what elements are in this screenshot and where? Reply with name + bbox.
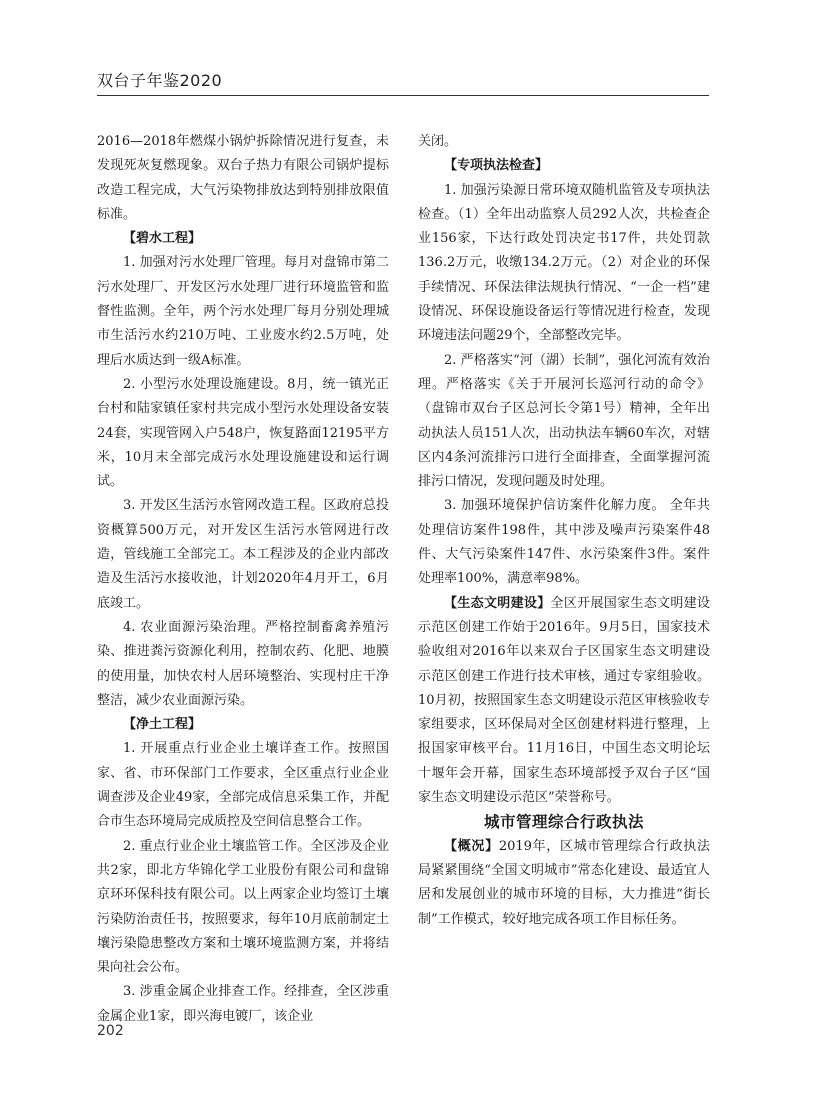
paragraph-enforcement-3: 3. 加强环境保护信访案件化解力度。 全年共处理信访案件198件，其中涉及噪声污染案件48件、大气污染案件147件、水污染案件3件。案件处理率100%，满意率98%。	[418, 498, 710, 587]
paragraph-soil-1: 1. 开展重点行业企业土壤详查工作。按照国家、省、市环保部门工作要求，全区重点行业企业调查涉及企业49家，全部完成信息采集工作，并配合市生态环境局完成质控及空间信息整合工作。	[97, 741, 389, 830]
page-number: 202	[97, 1023, 124, 1039]
paragraph-continued: 关闭。	[418, 134, 458, 149]
left-column	[97, 130, 389, 1029]
paragraph-overview	[418, 835, 710, 932]
paragraph-continued: 2016—2018年燃煤小锅炉拆除情况进行复查，未发现死灰复燃现象。双台子热力有限公司锅炉提标改造工程完成，大气污染物排放达到特别排放限值标准。	[97, 134, 389, 222]
subheading-eco-civilization: 【生态文明建设】	[444, 595, 551, 611]
overview-text: 2019年，区城市管理综合行政执法局紧紧围绕“全国文明城市”常态化建设、最适宜人居和发展创业的城市环境的目标，大力推进“街长制”工作模式，较好地完成各项工作目标任务。	[418, 838, 710, 927]
right-column	[418, 130, 710, 932]
section-title: 城市管理综合行政执法	[483, 813, 644, 832]
paragraph-soil-3: 3. 涉重金属企业排查工作。经排查，全区涉重金属企业1家，即兴海电镀厂，该企业	[97, 984, 389, 1024]
paragraph-water-3: 3. 开发区生活污水管网改造工程。区政府总投资概算500万元，对开发区生活污水管网进行改造，管线施工全部完工。本工程涉及的企业内部改造及生活污水接收池，计划2020年4月开工，6月底竣工。	[97, 498, 389, 611]
paragraph-enforcement-2: 2. 严格落实“河（湖）长制”，强化河流有效治理。严格落实《关于开展河长巡河行动的命令》（盘锦市双台子区总河长令第1号）精神，全年出动执法人员151人次，出动执法车辆60车次，对辖区内4条河流排污口进行全面排查，全面掌握河流排污口情况，发现问题及时处理。	[418, 352, 710, 490]
header-rule	[97, 95, 709, 96]
paragraph-enforcement-1: 1. 加强污染源日常环境双随机监管及专项执法检查。（1）全年出动监察人员292人次，共检查企业156家，下达行政处罚决定书17件，共处罚款136.2万元，收缴134.2万元。（2）对企业的环保手续情况、环保法律法规执行情况、“一企一档”建设情况、环保设施设备运行等情况进行检查，发现环境违法问题29个，全部整改完毕。	[418, 182, 710, 344]
eco-civilization-text: 全区开展国家生态文明建设示范区创建工作始于2016年。9月5日，国家技术验收组对2016年以来双台子区国家生态文明建设示范区创建工作进行技术审核，通过专家组验收。10月初，按照国家生态文明建设示范区审核验收专家组要求，区环保局对全区创建材料进行整理，上报国家审核平台。11月16日，中国生态文明论坛十堰年会开幕，国家生态环境部授予双台子区“国家生态文明建设示范区”荣誉称号。	[418, 595, 710, 806]
subheading-water-project: 【碧水工程】	[123, 231, 202, 247]
paragraph-water-4: 4. 农业面源污染治理。严格控制畜禽养殖污染、推进粪污资源化利用，控制农药、化肥、地膜的使用量，加快农村人居环境整治、实现村庄干净整洁，减少农业面源污染。	[97, 619, 389, 708]
subheading-soil-project: 【净土工程】	[123, 717, 202, 733]
subheading-overview: 【概况】	[444, 838, 499, 854]
subheading-enforcement: 【专项执法检查】	[444, 158, 549, 174]
running-head: 双台子年鉴2020	[97, 71, 223, 90]
paragraph-soil-2: 2. 重点行业企业土壤监管工作。全区涉及企业共2家，即北方华锦化学工业股份有限公司和盘锦京环环保科技有限公司。以上两家企业均签订土壤污染防治责任书，按照要求，每年10月底前制定土壤污染隐患整改方案和土壤环境监测方案，并将结果向社会公布。	[97, 838, 389, 976]
paragraph-water-2: 2. 小型污水处理设施建设。8月，统一镇光正台村和陆家镇任家村共完成小型污水处理设备安装24套，实现管网入户548户，恢复路面12195平方米，10月末全部完成污水处理设施建设和运行调试。	[97, 376, 389, 490]
paragraph-eco-civilization	[418, 592, 710, 811]
paragraph-water-1: 1. 加强对污水处理厂管理。每月对盘锦市第二污水处理厂、开发区污水处理厂进行环境监管和监督性监测。全年，两个污水处理厂每月分别处理城市生活污水约210万吨、工业废水约2.5万吨，处理后水质达到一级A标准。	[97, 255, 389, 368]
